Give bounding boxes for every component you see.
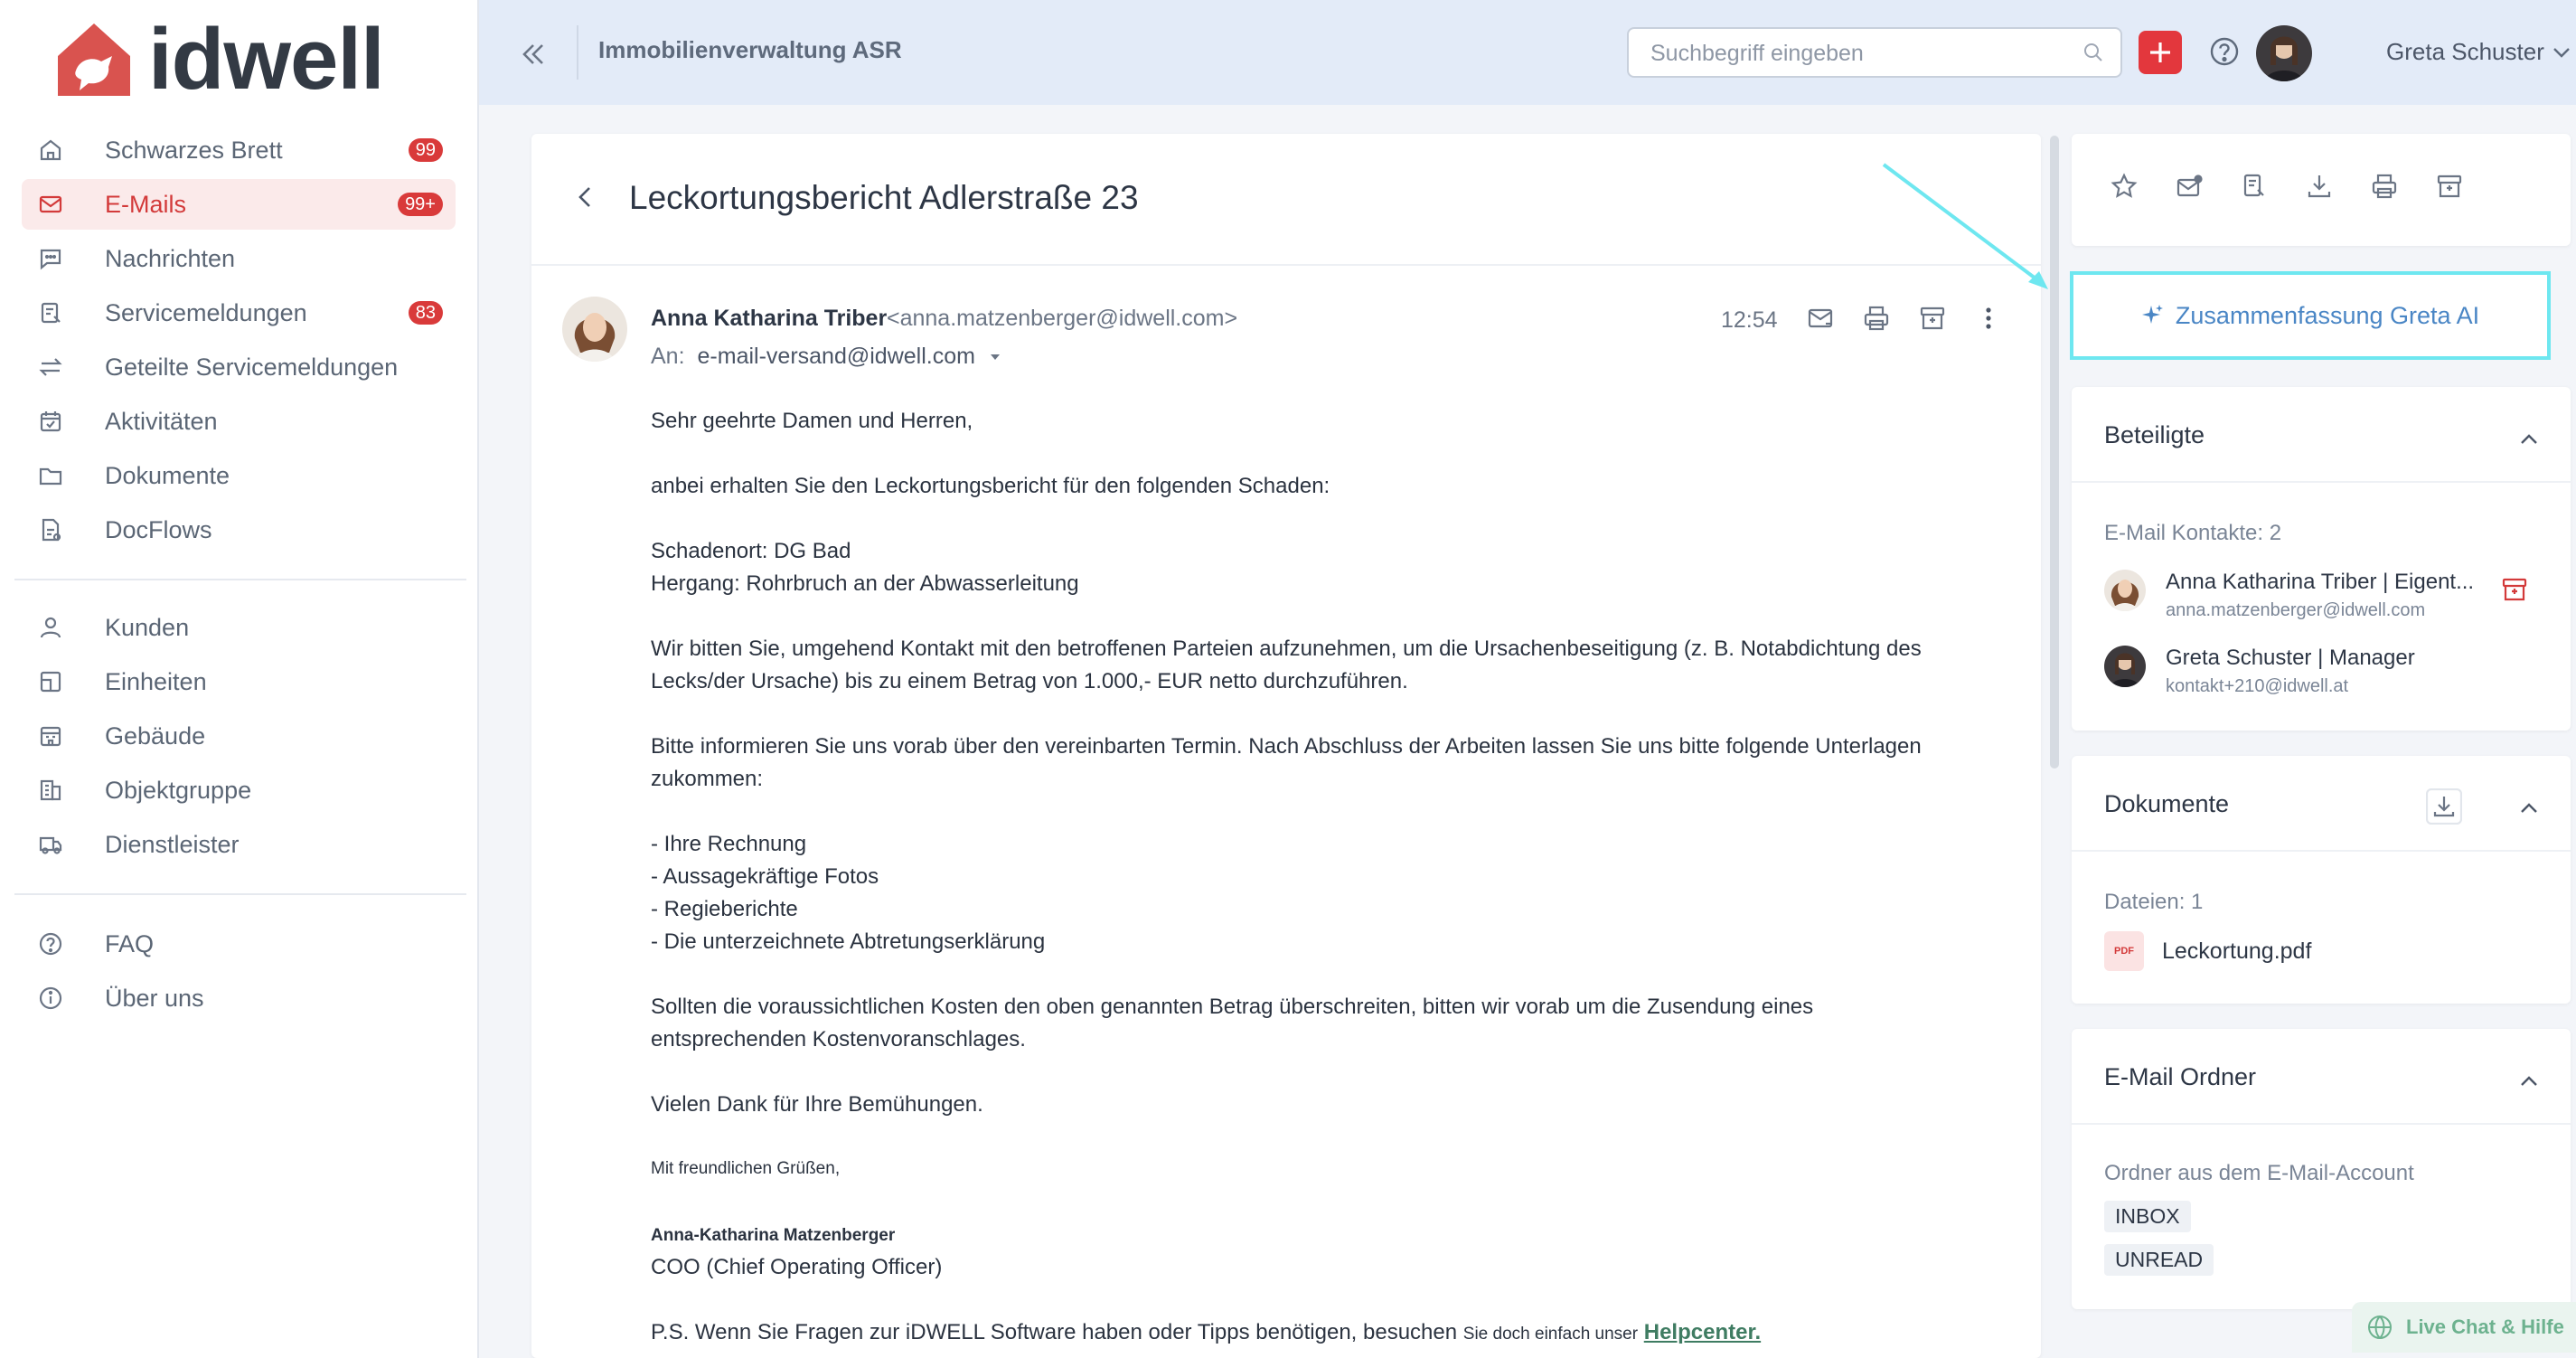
email-text: Wir bitten Sie, umgehend Kontakt mit den betroffenen Parteien aufzunehmen, um die Ursachenbeseitigung (z. B. Notabdichtung des <box>651 637 1922 661</box>
live-chat-label: Live Chat & Hilfe <box>2406 1316 2564 1338</box>
sparkle-icon <box>2141 304 2165 327</box>
sidebar-item-label: E-Mails <box>105 190 187 218</box>
panel-divider <box>2072 850 2571 852</box>
docflow-icon <box>34 514 67 546</box>
contact-avatar <box>2104 646 2146 687</box>
search-input[interactable] <box>1649 29 2077 78</box>
folder-tag-row <box>2104 1201 2191 1232</box>
list-item: - Regieberichte <box>651 897 798 921</box>
participants-panel <box>2072 387 2571 731</box>
globe-chat-icon <box>2366 1314 2393 1341</box>
sender-name[interactable]: Anna Katharina Triber <box>651 306 888 331</box>
sidebar-item-geteilte-servicemeldungen[interactable] <box>22 342 456 392</box>
print-icon[interactable] <box>1860 302 1893 335</box>
list-item: - Die unterzeichnete Abtretungserklärung <box>651 929 1046 954</box>
sidebar <box>0 0 479 1358</box>
folder-tag: INBOX <box>2104 1201 2191 1232</box>
sidebar-item-label: Servicemeldungen <box>105 298 307 326</box>
file-name: Leckortung.pdf <box>2162 938 2312 964</box>
home-icon <box>34 134 67 166</box>
organization-title: Immobilienverwaltung ASR <box>598 36 902 63</box>
download-icon[interactable] <box>2303 170 2336 203</box>
email-text: Schadenort: DG Bad <box>651 539 851 563</box>
chevron-down-icon[interactable] <box>2549 40 2574 65</box>
sidebar-item-servicemeldungen[interactable] <box>22 288 456 338</box>
contact-item[interactable] <box>2104 646 2415 697</box>
sidebar-item-aktivitaeten[interactable] <box>22 396 456 447</box>
sidebar-item-nachrichten[interactable] <box>22 233 456 284</box>
email-text: entsprechenden Kostenvoranschlages. <box>651 1027 1026 1052</box>
documents-title: Dokumente <box>2104 790 2230 817</box>
building-icon <box>34 720 67 752</box>
sidebar-item-einheiten[interactable] <box>22 656 456 707</box>
files-count: Dateien: 1 <box>2104 890 2204 914</box>
contact-name: Greta Schuster | Manager <box>2166 646 2415 670</box>
object-group-icon <box>34 774 67 806</box>
sender-avatar <box>562 297 627 362</box>
logo-house-icon <box>52 20 136 99</box>
list-item: - Ihre Rechnung <box>651 832 807 856</box>
service-icon <box>34 297 67 329</box>
email-text: zukommen: <box>651 767 764 791</box>
file-item[interactable] <box>2104 931 2311 971</box>
reply-mail-icon[interactable] <box>1804 302 1837 335</box>
mark-unread-icon[interactable] <box>2173 170 2205 203</box>
sidebar-item-label: DocFlows <box>105 515 212 543</box>
logo-text: idwell <box>148 11 384 108</box>
search-icon[interactable] <box>2082 42 2104 63</box>
email-text: anbei erhalten Sie den Leckortungsbericht für den folgenden Schaden: <box>651 474 1330 498</box>
sidebar-item-objektgruppe[interactable] <box>22 765 456 816</box>
email-header <box>531 134 2041 266</box>
sidebar-item-label: Gebäude <box>105 721 206 750</box>
sidebar-item-label: Aktivitäten <box>105 407 218 435</box>
email-text: Sehr geehrte Damen und Herren, <box>651 409 973 433</box>
contact-name: Anna Katharina Triber | Eigent... <box>2166 570 2475 594</box>
archive-icon[interactable] <box>1916 302 1949 335</box>
sidebar-item-ueber-uns[interactable] <box>22 973 456 1023</box>
email-ps <box>651 1320 1761 1345</box>
email-time: 12:54 <box>1721 307 1778 333</box>
sidebar-item-dokumente[interactable] <box>22 450 456 501</box>
contacts-count: E-Mail Kontakte: 2 <box>2104 521 2282 545</box>
add-button[interactable] <box>2139 31 2182 74</box>
email-folder-panel <box>2072 1029 2571 1309</box>
download-all-icon[interactable] <box>2426 788 2462 825</box>
chevron-up-icon[interactable] <box>2516 796 2542 821</box>
sidebar-item-faq[interactable] <box>22 919 456 969</box>
star-icon[interactable] <box>2108 170 2140 203</box>
sidebar-divider <box>14 579 466 580</box>
list-item: - Aussagekräftige Fotos <box>651 864 879 889</box>
pdf-file-icon: PDF <box>2104 931 2144 971</box>
sidebar-item-emails[interactable] <box>22 179 456 230</box>
archive-icon[interactable] <box>2433 170 2466 203</box>
email-folder-title: E-Mail Ordner <box>2104 1063 2257 1090</box>
user-avatar[interactable] <box>2256 25 2312 81</box>
chevron-up-icon[interactable] <box>2516 1069 2542 1094</box>
contact-item[interactable] <box>2104 570 2474 621</box>
ai-summary-label: Zusammenfassung Greta AI <box>2175 301 2480 329</box>
sidebar-item-label: Objektgruppe <box>105 776 252 804</box>
folder-tag-row <box>2104 1244 2214 1276</box>
recipient-row <box>651 344 1002 370</box>
folder-icon <box>34 459 67 492</box>
sender-email: <anna.matzenberger@idwell.com> <box>887 306 1238 331</box>
action-toolbar <box>2072 134 2571 246</box>
user-name[interactable]: Greta Schuster <box>2386 38 2544 65</box>
email-card <box>531 134 2041 1358</box>
sidebar-item-label: Schwarzes Brett <box>105 136 283 164</box>
email-text: Vielen Dank für Ihre Bemühungen. <box>651 1092 983 1117</box>
email-closing: Mit freundlichen Grüßen, <box>651 1159 841 1178</box>
plus-icon <box>2139 31 2182 74</box>
panel-divider <box>2072 481 2571 483</box>
annotation-arrow-icon <box>1880 161 2061 297</box>
caret-down-icon[interactable] <box>988 350 1002 364</box>
sidebar-item-gebaeude[interactable] <box>22 711 456 761</box>
more-options-icon[interactable] <box>1972 302 2005 335</box>
sidebar-item-label: FAQ <box>105 929 155 957</box>
ai-summary-button[interactable] <box>2070 271 2551 360</box>
recipient-address: e-mail-versand@idwell.com <box>697 344 975 369</box>
email-text: Bitte informieren Sie uns vorab über den vereinbarten Termin. Nach Abschluss der Arbeiten lassen Sie uns bitte folgende Unterlagen <box>651 734 1922 759</box>
email-subject: Leckortungsbericht Adlerstraße 23 <box>629 179 1139 216</box>
create-service-icon[interactable] <box>2238 170 2270 203</box>
ps-text: P.S. Wenn Sie Fragen zur iDWELL Software haben oder Tipps benötigen, besuchen <box>651 1320 1458 1344</box>
contact-avatar <box>2104 570 2146 611</box>
live-chat-button[interactable] <box>2352 1302 2576 1353</box>
print-icon[interactable] <box>2368 170 2401 203</box>
calendar-icon <box>34 405 67 438</box>
unit-icon <box>34 665 67 698</box>
sidebar-item-label: Über uns <box>105 984 204 1012</box>
helpcenter-link[interactable]: Helpcenter. <box>1643 1320 1762 1344</box>
swap-icon <box>34 351 67 383</box>
folder-tag: UNREAD <box>2104 1244 2214 1276</box>
sidebar-divider <box>14 893 466 895</box>
help-circle-icon <box>34 928 67 960</box>
person-icon <box>34 611 67 644</box>
unread-badge: 99+ <box>398 193 443 216</box>
top-bar <box>479 0 2576 105</box>
sidebar-item-docflows[interactable] <box>22 505 456 555</box>
ps-small-text: Sie doch einfach unser <box>1462 1325 1639 1344</box>
sidebar-item-dienstleister[interactable] <box>22 819 456 870</box>
sidebar-item-label: Geteilte Servicemeldungen <box>105 353 399 381</box>
contact-email: anna.matzenberger@idwell.com <box>2166 600 2426 620</box>
collapse-sidebar-icon[interactable] <box>515 36 551 72</box>
chat-icon <box>34 242 67 275</box>
sidebar-item-kunden[interactable] <box>22 602 456 653</box>
participants-title: Beteiligte <box>2104 421 2205 448</box>
mail-icon <box>34 188 67 221</box>
folder-subtitle: Ordner aus dem E-Mail-Account <box>2104 1161 2414 1185</box>
email-text: Lecks/der Ursache) bis zu einem Betrag von 1.000,- EUR netto durchzuführen. <box>651 669 1408 693</box>
panel-divider <box>2072 1123 2571 1125</box>
to-label: An: <box>651 344 685 369</box>
unread-badge: 99 <box>409 138 443 162</box>
sidebar-item-label: Kunden <box>105 613 190 641</box>
back-arrow-icon[interactable] <box>571 183 600 212</box>
sidebar-item-label: Dokumente <box>105 461 230 489</box>
signature-name: Anna-Katharina Matzenberger <box>651 1226 896 1245</box>
sidebar-item-schwarzes-brett[interactable] <box>22 125 456 175</box>
contact-archive-icon[interactable] <box>2500 575 2529 604</box>
truck-icon <box>34 828 67 861</box>
sidebar-item-label: Nachrichten <box>105 244 236 272</box>
unread-badge: 83 <box>409 301 443 325</box>
info-icon <box>34 982 67 1014</box>
documents-panel <box>2072 756 2571 1004</box>
search-box <box>1627 27 2122 78</box>
contact-email: kontakt+210@idwell.at <box>2166 676 2349 696</box>
signature-role: COO (Chief Operating Officer) <box>651 1255 943 1279</box>
email-actions <box>1804 302 2005 335</box>
email-text: Hergang: Rohrbruch an der Abwasserleitung <box>651 571 1079 596</box>
sidebar-item-label: Einheiten <box>105 667 207 695</box>
chevron-up-icon[interactable] <box>2516 427 2542 452</box>
logo[interactable] <box>52 11 384 108</box>
email-text: Sollten die voraussichtlichen Kosten den oben genannten Betrag überschreiten, bitten wir vorab um die Zusendung eines <box>651 995 1814 1019</box>
top-bar-separator <box>577 25 578 80</box>
sidebar-item-label: Dienstleister <box>105 830 240 858</box>
help-icon[interactable] <box>2209 36 2240 67</box>
